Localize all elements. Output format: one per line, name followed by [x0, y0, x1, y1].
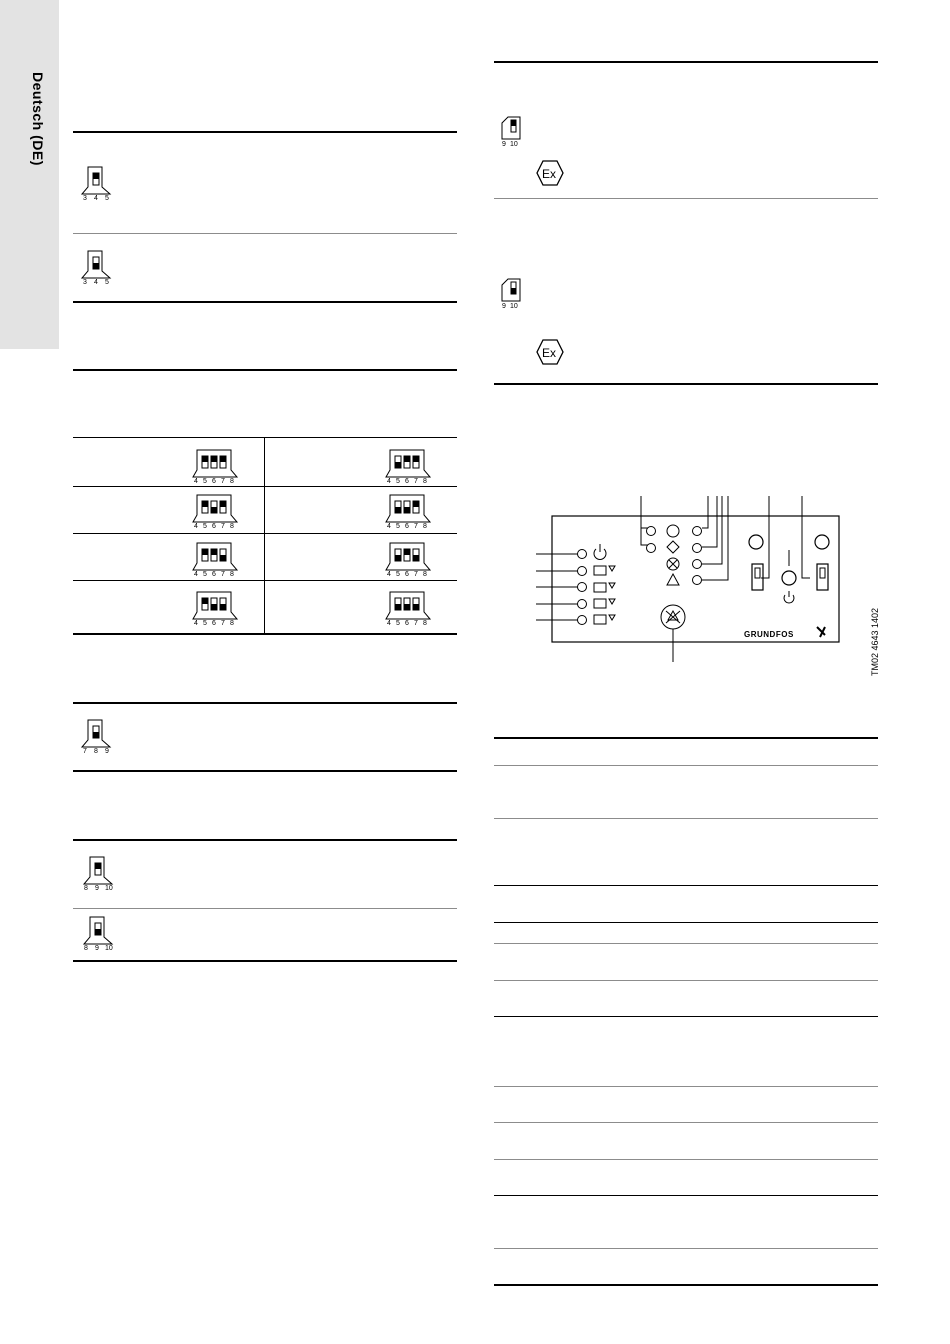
language-label: Deutsch (DE) [30, 72, 46, 166]
dip-number: 7 [221, 523, 225, 529]
dip-number: 5 [203, 620, 207, 626]
dip-number: 6 [405, 571, 409, 577]
dip-number: 6 [405, 478, 409, 484]
dip-switch-icon [82, 855, 118, 891]
dip-number: 6 [212, 620, 216, 626]
table-rule [494, 1016, 878, 1017]
dip-number: 10 [510, 303, 518, 310]
dip-number: 6 [212, 523, 216, 529]
dip-number: 5 [105, 279, 109, 285]
dip-number: 5 [203, 523, 207, 529]
dip-number: 7 [221, 620, 225, 626]
dip-number: 9 [502, 303, 506, 310]
table-rule [73, 533, 457, 534]
dip-number: 5 [203, 478, 207, 484]
dip-number: 8 [84, 885, 88, 891]
dip-number: 5 [396, 620, 400, 626]
table-rule [494, 1195, 878, 1196]
dip-switch-icon [191, 541, 239, 577]
dip-number: 3 [83, 195, 87, 201]
table-divider [264, 437, 265, 633]
section-rule [494, 383, 878, 385]
dip-number: 7 [414, 478, 418, 484]
dip-number: 8 [94, 748, 98, 754]
table-rule [494, 980, 878, 981]
dip-number: 4 [194, 478, 198, 484]
section-rule [73, 369, 457, 371]
dip-switch-icon [80, 718, 114, 754]
section-rule [73, 702, 457, 704]
grundfos-logo [817, 627, 825, 637]
dip-number: 8 [230, 478, 234, 484]
dip-number: 5 [105, 195, 109, 201]
dip-switch-icon [191, 448, 239, 484]
dip-number: 7 [414, 523, 418, 529]
dip-number: 7 [221, 571, 225, 577]
section-rule [494, 198, 878, 199]
ex-explosion-protection-icon [536, 339, 564, 365]
table-rule [494, 1159, 878, 1160]
dip-number: 4 [94, 195, 98, 201]
language-side-tab [0, 0, 59, 349]
table-rule [494, 818, 878, 819]
table-rule [494, 885, 878, 886]
dip-number: 9 [105, 748, 109, 754]
dip-switch-icon [384, 448, 432, 484]
section-rule [73, 839, 457, 841]
table-rule [494, 1086, 878, 1087]
dip-number: 5 [396, 571, 400, 577]
table-rule [494, 943, 878, 944]
dip-switch-icon [384, 541, 432, 577]
dip-number: 8 [230, 620, 234, 626]
dip-number: 6 [405, 523, 409, 529]
dip-number: 9 [95, 885, 99, 891]
section-rule [73, 960, 457, 962]
dip-number: 6 [212, 571, 216, 577]
dip-number: 7 [414, 620, 418, 626]
dip-number: 8 [230, 523, 234, 529]
dip-number: 5 [396, 523, 400, 529]
ex-label: Ex [542, 167, 557, 181]
section-rule [494, 61, 878, 63]
section-rule [73, 131, 457, 133]
dip-number: 8 [423, 571, 427, 577]
dip-number: 8 [230, 571, 234, 577]
section-rule [73, 233, 457, 234]
dip-number: 4 [387, 523, 391, 529]
table-rule [73, 633, 457, 635]
figure-code: TM02 4643 1402 [870, 607, 880, 676]
dip-number: 4 [387, 571, 391, 577]
table-rule [494, 922, 878, 923]
dip-number: 10 [105, 945, 113, 951]
dip-number: 8 [84, 945, 88, 951]
dip-number: 8 [423, 523, 427, 529]
dip-switch-icon [82, 915, 118, 951]
dip-switch-icon [500, 277, 526, 311]
dip-number: 4 [194, 523, 198, 529]
dip-switch-icon [191, 590, 239, 626]
dip-number: 10 [105, 885, 113, 891]
dip-number: 5 [203, 571, 207, 577]
dip-number: 4 [387, 478, 391, 484]
table-rule [73, 437, 457, 438]
table-rule [73, 580, 457, 581]
dip-number: 8 [423, 620, 427, 626]
section-rule [73, 908, 457, 909]
dip-number: 7 [221, 478, 225, 484]
table-rule [494, 737, 878, 739]
dip-number: 10 [510, 141, 518, 148]
dip-switch-icon [500, 115, 526, 149]
table-rule [494, 1248, 878, 1249]
dip-number: 3 [83, 279, 87, 285]
ex-label: Ex [542, 346, 557, 360]
table-rule [494, 1122, 878, 1123]
dip-number: 6 [405, 620, 409, 626]
dip-switch-icon [191, 493, 239, 529]
dip-number: 4 [94, 279, 98, 285]
dip-switch-icon [384, 590, 432, 626]
section-rule [73, 770, 457, 772]
table-rule [73, 486, 457, 487]
brand-logo: GRUNDFOS [744, 630, 794, 639]
dip-number: 4 [194, 571, 198, 577]
dip-number: 5 [396, 478, 400, 484]
dip-number: 4 [194, 620, 198, 626]
dip-switch-icon [80, 165, 114, 201]
section-rule [73, 301, 457, 303]
control-panel-diagram [530, 490, 890, 680]
dip-switch-icon [80, 249, 114, 285]
dip-number: 6 [212, 478, 216, 484]
table-rule [494, 1284, 878, 1286]
dip-number: 8 [423, 478, 427, 484]
dip-number: 7 [83, 748, 87, 754]
dip-number: 9 [502, 141, 506, 148]
dip-number: 7 [414, 571, 418, 577]
table-rule [494, 765, 878, 766]
dip-number: 9 [95, 945, 99, 951]
ex-explosion-protection-icon [536, 160, 564, 186]
dip-number: 4 [387, 620, 391, 626]
dip-switch-icon [384, 493, 432, 529]
